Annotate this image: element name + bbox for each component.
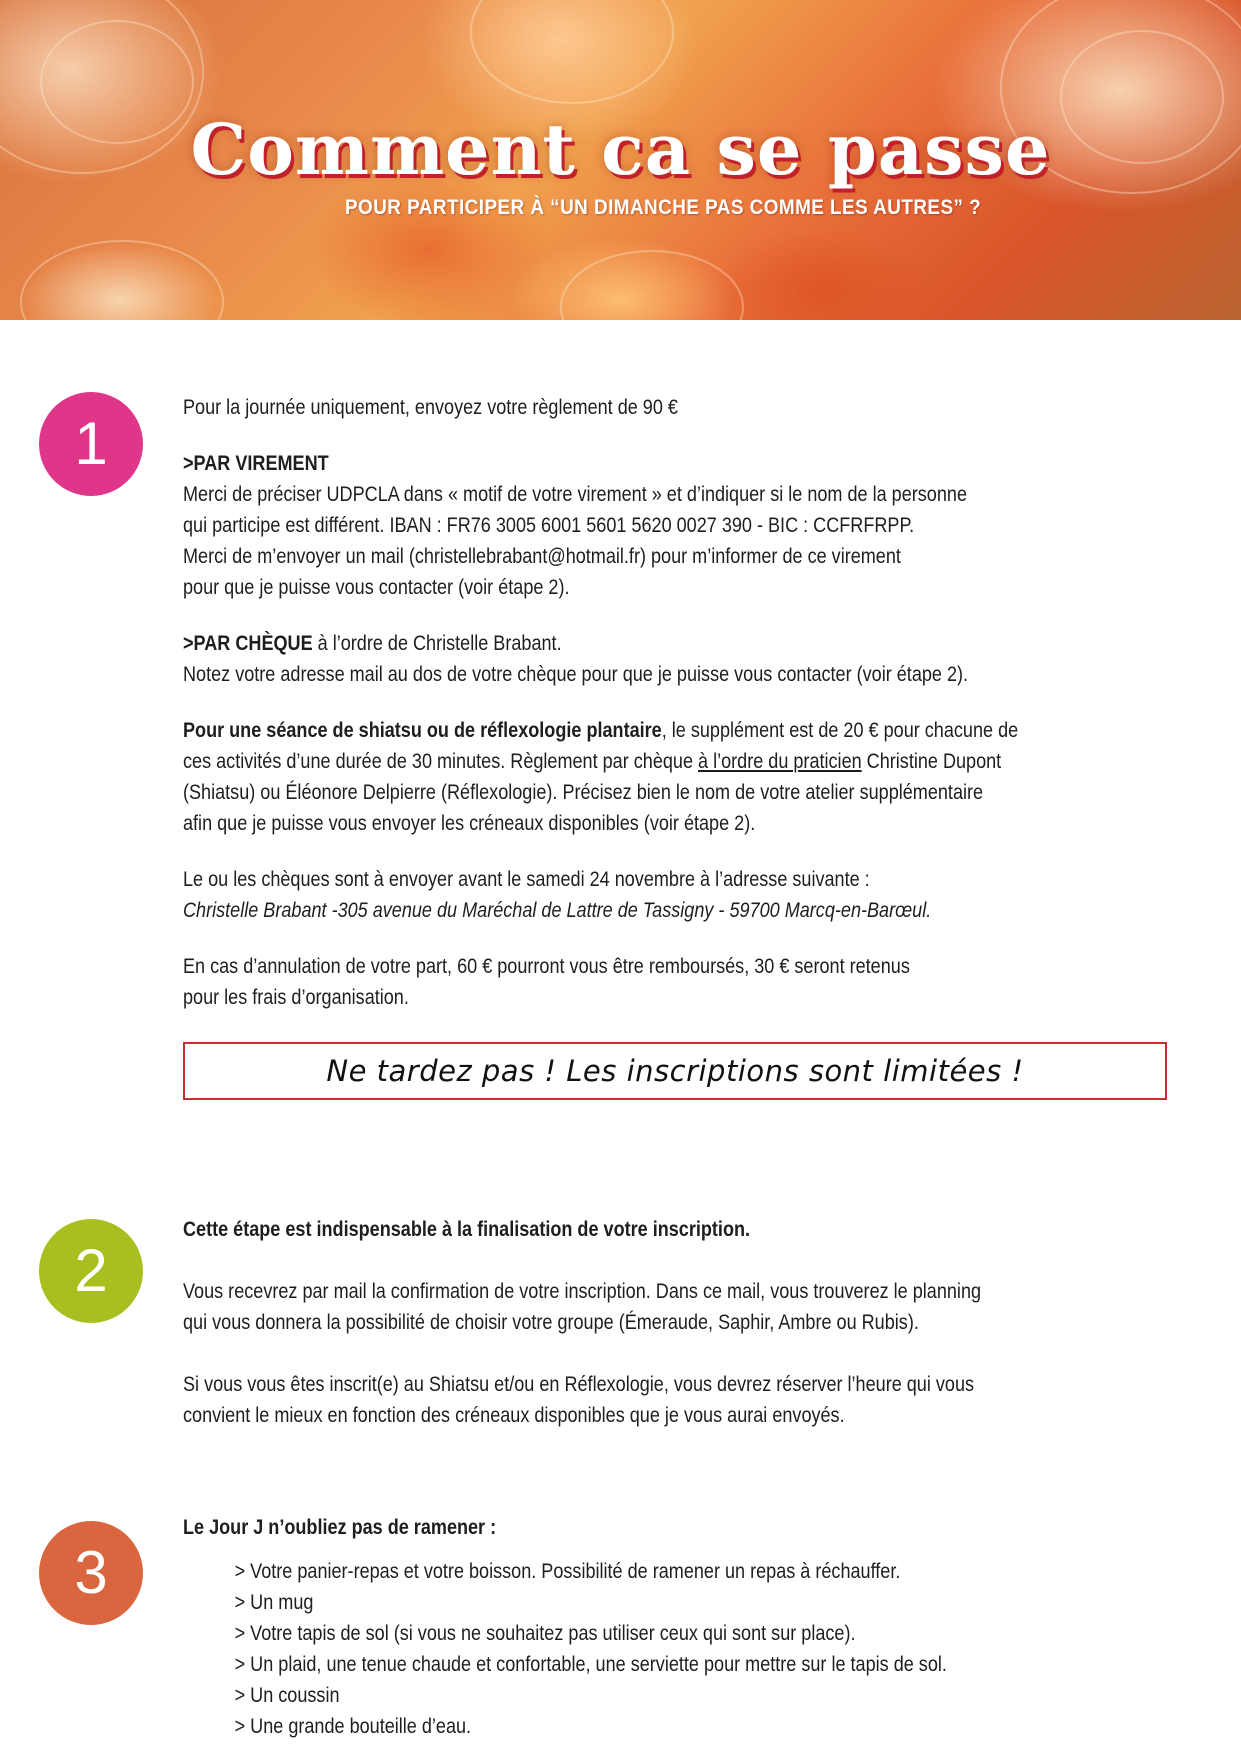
- payment-intro: Pour la journée uniquement, envoyez votre règlement de 90 €: [183, 396, 678, 419]
- page-title: Comment ca se passe: [190, 108, 1051, 191]
- seance-text: ces activités d’une durée de 30 minutes. Règlement par chèque: [183, 750, 699, 773]
- list-item: > Un coussin: [234, 1684, 340, 1707]
- flower-petal-decoration: [20, 240, 224, 320]
- list-item: > Un mug: [234, 1591, 314, 1614]
- step-2-badge: 2: [39, 1219, 143, 1323]
- list-item: > Un plaid, une tenue chaude et confortable, une serviette pour mettre sur le tapis de sol.: [234, 1653, 947, 1676]
- checklist: [235, 1556, 1190, 1742]
- limited-registration-notice: Ne tardez pas ! Les inscriptions sont limitées !: [183, 1042, 1167, 1100]
- seance-text: , le supplément est de 20 € pour chacune de: [661, 719, 1019, 742]
- seance-text: Christine Dupont: [861, 750, 1002, 773]
- step-3-badge: 3: [39, 1521, 143, 1625]
- step-1-badge: 1: [39, 392, 143, 496]
- flower-petal-decoration: [560, 250, 744, 320]
- step-2-text-line: Vous recevrez par mail la confirmation de votre inscription. Dans ce mail, vous trouverez le planning: [183, 1280, 982, 1303]
- flower-petal-decoration: [470, 0, 674, 104]
- step-2-content: [183, 1214, 1193, 1431]
- step-1-content: [183, 392, 1193, 1013]
- page-subtitle: POUR PARTICIPER À “UN DIMANCHE PAS COMME LES AUTRES” ?: [345, 196, 982, 219]
- seance-text-line: afin que je puisse vous envoyer les créneaux disponibles (voir étape 2).: [183, 812, 756, 835]
- virement-text-line: pour que je puisse vous contacter (voir étape 2).: [183, 576, 570, 599]
- annulation-text-line: pour les frais d’organisation.: [183, 986, 409, 1009]
- step-3-content: [183, 1512, 1193, 1742]
- list-item: > Une grande bouteille d’eau.: [234, 1715, 472, 1738]
- postal-address: Christelle Brabant -305 avenue du Maréchal de Lattre de Tassigny - 59700 Marcq-en-Barœul.: [183, 899, 932, 922]
- cheque-heading: >PAR CHÈQUE: [183, 632, 313, 655]
- list-item: > Votre panier-repas et votre boisson. Possibilité de ramener un repas à réchauffer.: [234, 1560, 901, 1583]
- step-2-text-line: Si vous vous êtes inscrit(e) au Shiatsu et/ou en Réflexologie, vous devrez réserver l’heure qui vous: [183, 1373, 975, 1396]
- virement-heading: >PAR VIREMENT: [183, 452, 329, 475]
- list-item: > Votre tapis de sol (si vous ne souhaitez pas utiliser ceux qui sont sur place).: [234, 1622, 856, 1645]
- virement-text-line: Merci de préciser UDPCLA dans « motif de votre virement » et d’indiquer si le nom de la personne: [183, 483, 967, 506]
- step-2-text-line: convient le mieux en fonction des créneaux disponibles que je vous aurai envoyés.: [183, 1404, 845, 1427]
- step-3-heading: Le Jour J n’oubliez pas de ramener :: [183, 1516, 497, 1539]
- seance-text-line: [183, 746, 1189, 777]
- seance-heading: Pour une séance de shiatsu ou de réflexologie plantaire: [183, 719, 662, 742]
- step-2-heading: Cette étape est indispensable à la finalisation de votre inscription.: [183, 1218, 751, 1241]
- seance-text-line: (Shiatsu) ou Éléonore Delpierre (Réflexologie). Précisez bien le nom de votre atelier supplémentaire: [183, 781, 984, 804]
- header-banner: [0, 0, 1241, 320]
- envoi-text-line: Le ou les chèques sont à envoyer avant le samedi 24 novembre à l’adresse suivante :: [183, 868, 870, 891]
- virement-text-line: Merci de m’envoyer un mail (christellebrabant@hotmail.fr) pour m’informer de ce virement: [183, 545, 901, 568]
- praticien-underlined: à l’ordre du praticien: [698, 750, 862, 773]
- cheque-text-line: Notez votre adresse mail au dos de votre chèque pour que je puisse vous contacter (voir étape 2).: [183, 663, 969, 686]
- virement-text-line: qui participe est différent. IBAN : FR76 3005 6001 5601 5620 0027 390 - BIC : CCFRFRPP.: [183, 514, 915, 537]
- cheque-line: [183, 628, 1189, 659]
- seance-line: [183, 715, 1189, 746]
- step-2-text-line: qui vous donnera la possibilité de choisir votre groupe (Émeraude, Saphir, Ambre ou Rubis).: [183, 1311, 919, 1334]
- cheque-text: à l’ordre de Christelle Brabant.: [312, 632, 562, 655]
- annulation-text-line: En cas d’annulation de votre part, 60 € pourront vous être remboursés, 30 € seront retenus: [183, 955, 910, 978]
